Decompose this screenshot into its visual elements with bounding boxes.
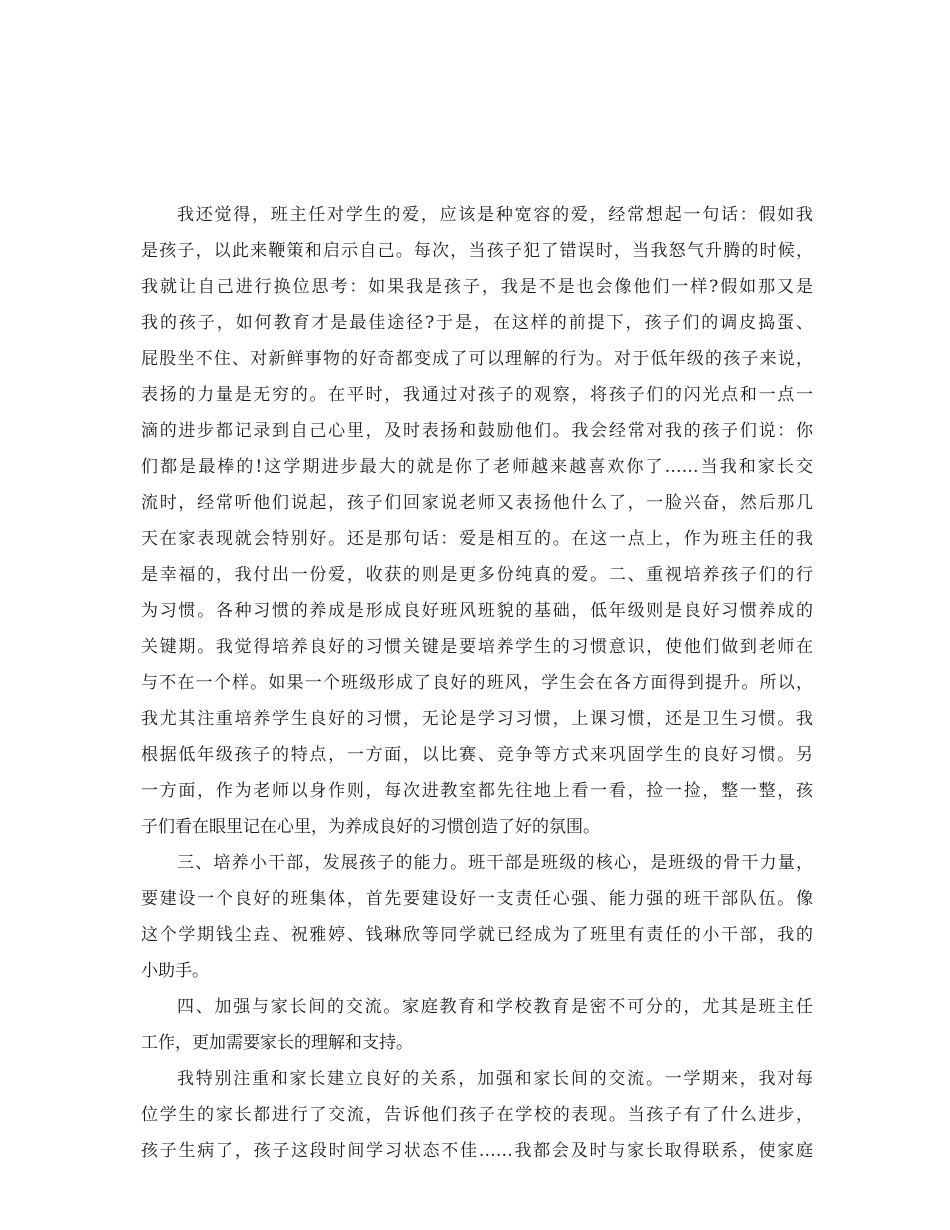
- text-line: 位学生的家长都进行了交流，告诉他们孩子在学校的表现。当孩子有了什么进步，: [141, 1105, 813, 1125]
- text-line: 一方面，作为老师以身作则，每次进教室都先往地上看一看，捡一捡，整一整，孩: [141, 781, 813, 801]
- text-line: 们都是最棒的!这学期进步最大的就是你了老师越来越喜欢你了……当我和家长交: [141, 457, 813, 477]
- text-line: 是幸福的，我付出一份爱，收获的则是更多份纯真的爱。二、重视培养孩子们的行: [141, 565, 813, 585]
- text-line: 要建设一个良好的班集体，首先要建设好一支责任心强、能力强的班干部队伍。像: [141, 889, 813, 909]
- text-line: 孩子生病了，孩子这段时间学习状态不佳……我都会及时与家长取得联系，使家庭: [141, 1141, 813, 1161]
- text-line: 天在家表现就会特别好。还是那句话：爱是相互的。在这一点上，作为班主任的我: [141, 529, 813, 549]
- text-line: 与不在一个样。如果一个班级形成了良好的班风，学生会在各方面得到提升。所以，: [141, 673, 813, 693]
- text-line: 我还觉得，班主任对学生的爱，应该是种宽容的爱，经常想起一句话：假如我: [177, 205, 813, 225]
- text-line: 四、加强与家长间的交流。家庭教育和学校教育是密不可分的，尤其是班主任: [177, 997, 813, 1017]
- text-line: 屁股坐不住、对新鲜事物的好奇都变成了可以理解的行为。对于低年级的孩子来说，: [141, 349, 813, 369]
- text-line: 工作，更加需要家长的理解和支持。: [141, 1033, 413, 1053]
- text-line: 流时，经常听他们说起，孩子们回家说老师又表扬他什么了，一脸兴奋，然后那几: [141, 493, 813, 513]
- text-line: 滴的进步都记录到自己心里，及时表扬和鼓励他们。我会经常对我的孩子们说：你: [141, 421, 813, 441]
- text-line: 根据低年级孩子的特点，一方面，以比赛、竞争等方式来巩固学生的良好习惯。另: [141, 745, 813, 765]
- text-line: 三、培养小干部，发展孩子的能力。班干部是班级的核心，是班级的骨干力量，: [177, 853, 813, 873]
- text-line: 我就让自己进行换位思考：如果我是孩子，我是不是也会像他们一样?假如那又是: [141, 277, 813, 297]
- text-line: 我尤其注重培养学生良好的习惯，无论是学习习惯，上课习惯，还是卫生习惯。我: [141, 709, 813, 729]
- text-line: 为习惯。各种习惯的养成是形成良好班风班貌的基础，低年级则是良好习惯养成的: [141, 601, 813, 621]
- text-line: 这个学期钱尘垚、祝雅婷、钱琳欣等同学就已经成为了班里有责任的小干部，我的: [141, 925, 813, 945]
- text-line: 表扬的力量是无穷的。在平时，我通过对孩子的观察，将孩子们的闪光点和一点一: [141, 385, 813, 405]
- text-line: 我的孩子，如何教育才是最佳途径?于是，在这样的前提下，孩子们的调皮捣蛋、: [141, 313, 813, 333]
- text-line: 子们看在眼里记在心里，为养成良好的习惯创造了好的氛围。: [141, 817, 600, 837]
- text-line: 我特别注重和家长建立良好的关系，加强和家长间的交流。一学期来，我对每: [177, 1069, 813, 1089]
- text-line: 是孩子，以此来鞭策和启示自己。每次，当孩子犯了错误时，当我怒气升腾的时候，: [141, 241, 813, 261]
- text-line: 小助手。: [141, 961, 209, 981]
- text-line: 关键期。我觉得培养良好的习惯关键是要培养学生的习惯意识，使他们做到老师在: [141, 637, 813, 657]
